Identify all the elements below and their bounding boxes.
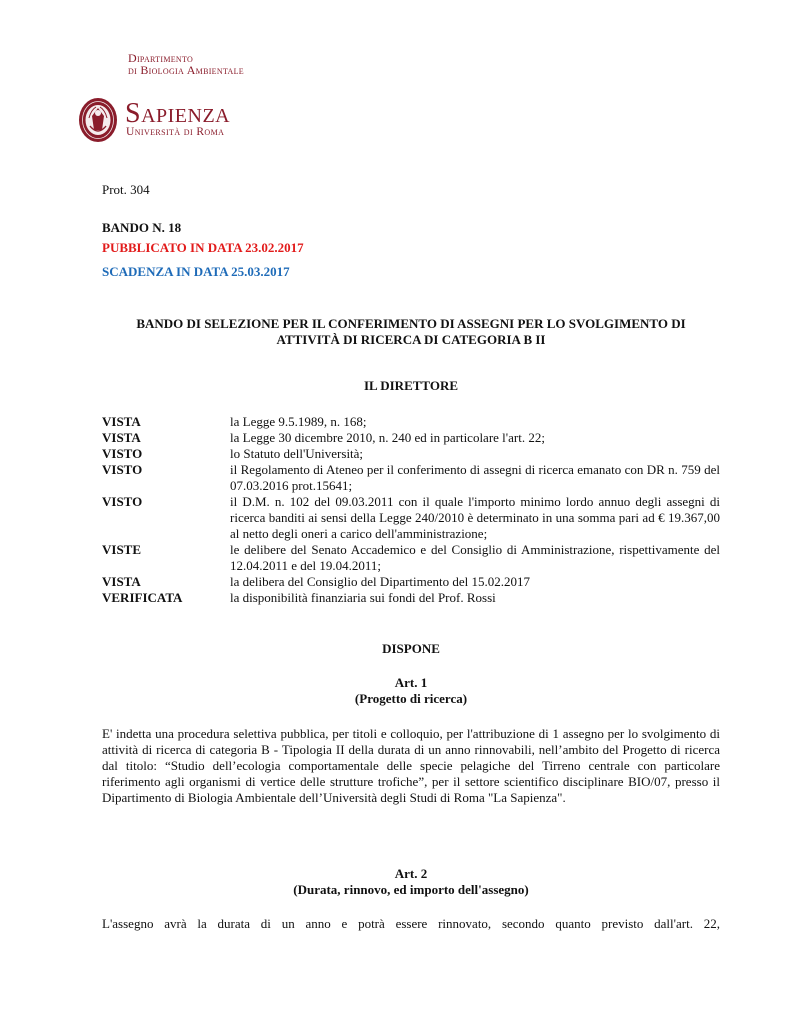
brand-subtitle: Università di Roma [126,126,225,138]
premise-row [102,494,720,542]
article-1-subtitle: (Progetto di ricerca) [354,691,468,706]
premise-text: lo Statuto dell'Università; [230,446,364,461]
premise-key: VISTA [102,574,141,589]
title-line-1: BANDO DI SELEZIONE PER IL CONFERIMENTO DI ASSEGNI PER LO SVOLGIMENTO DI [136,316,686,331]
premise-row [102,542,720,574]
premise-row [102,574,720,590]
published-date: PUBBLICATO IN DATA 23.02.2017 [102,240,304,255]
document-title [102,316,720,348]
university-header [78,52,378,152]
article-2-text-line: L'assegno avrà la durata di un anno e potrà essere rinnovato, secondo quanto previsto dall'art. 22, [102,916,720,931]
article-2-subtitle: (Durata, rinnovo, ed importo dell'assegno) [293,882,529,897]
article-1-title: Art. 1 [394,675,428,690]
article-2-title: Art. 2 [394,866,428,881]
director-heading: IL DIRETTORE [363,378,459,393]
premise-text: il D.M. n. 102 del 09.03.2011 con il quale l'importo minimo lordo annuo degli assegni di ricerca banditi ai sensi della Legge 240/2010 è determinato in una somma pari ad € 19.367,00 al netto degli oneri a carico dell'amministrazione; [230,494,720,541]
premise-row [102,590,720,606]
premise-text: la Legge 9.5.1989, n. 168; [230,414,367,429]
premise-row [102,414,720,430]
sapienza-seal-icon [78,96,118,144]
premise-key: VISTO [102,494,143,509]
article-2-text [102,916,720,932]
premise-text: la disponibilità finanziaria sui fondi del Prof. Rossi [230,590,496,605]
premise-text: la Legge 30 dicembre 2010, n. 240 ed in particolare l'art. 22; [230,430,545,445]
department-line-2: di Biologia Ambientale [128,63,244,77]
premise-key: VERIFICATA [102,590,183,605]
logo [78,96,338,146]
article-1-text: E' indetta una procedura selettiva pubblica, per titoli e colloquio, per l'attribuzione di 1 assegno per lo svolgimento di attività di ricerca di categoria B - Tipologia II della durata di un anno rinnovabili, nell’ambito del Progetto di ricerca dal titolo: “Studio dell’ecologia comportamentale delle specie pelagiche del Tirreno centrale con particolare riferimento agli organismi di vertice delle strutture trofiche”, per il settore scientifico disciplinare BIO/07, presso il Dipartimento di Biologia Ambientale dell’Università degli Studi di Roma "La Sapienza". [102,726,720,805]
dispone-heading: DISPONE [382,641,440,656]
department-line-1: Dipartimento [128,51,194,65]
title-line-2: ATTIVITÀ DI RICERCA DI CATEGORIA B II [276,332,546,347]
premise-key: VISTO [102,446,143,461]
premises-list [102,414,720,606]
premise-key: VISTA [102,430,141,445]
protocol-number: Prot. 304 [102,182,150,197]
premise-row [102,446,720,462]
premise-key: VISTA [102,414,141,429]
premise-text: la delibera del Consiglio del Dipartimento del 15.02.2017 [230,574,531,589]
premise-row [102,430,720,446]
bando-number: BANDO N. 18 [102,220,182,235]
department-name [128,52,244,76]
premise-key: VISTO [102,462,143,477]
premise-row [102,462,720,494]
brand-name: Sapienza [125,98,231,129]
premise-text: le delibere del Senato Accademico e del Consiglio di Amministrazione, rispettivamente del 12.04.2011 e del 19.04.2011; [230,542,720,573]
deadline-date: SCADENZA IN DATA 25.03.2017 [102,264,290,279]
premise-key: VISTE [102,542,142,557]
premise-text: il Regolamento di Ateneo per il conferimento di assegni di ricerca emanato con DR n. 759 del 07.03.2016 prot.15641; [230,462,720,493]
